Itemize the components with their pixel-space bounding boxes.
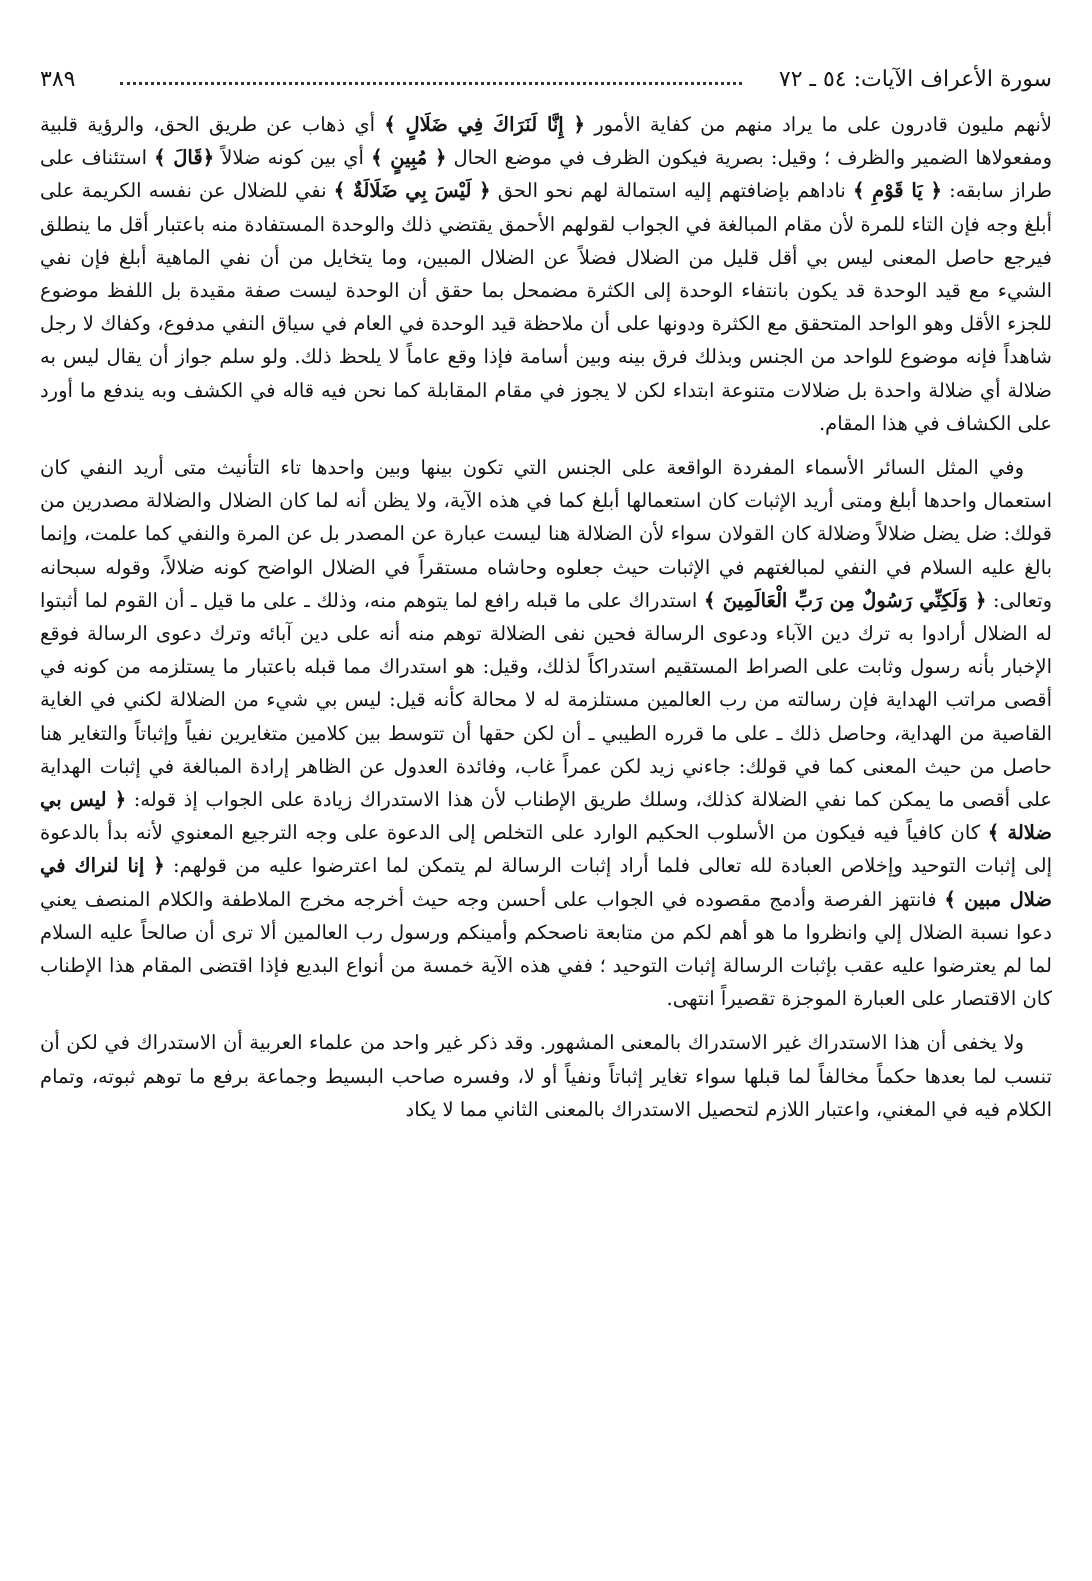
paragraph-gap [40, 1015, 1052, 1026]
paragraph-2 [40, 451, 1052, 1015]
text-run: كان كافياً فيه فيكون من الأسلوب الحكيم الوارد على التخلص إلى الدعوة على وجه الترجيع المعنوي لأنه بدأ بالدعوة إلى إثبات التوحيد وإخلاص العبادة لله تعالى فلما أراد إثبات الرسالة لم يتمكن لما اعترضوا عليه من قولهم: [40, 821, 1052, 878]
text-run: استدراك على ما قبله رافع لما يتوهم منه، وذلك ـ على ما قيل ـ أن القوم لما أثبتوا له الضلال أرادوا به ترك دين الآباء ودعوى الرسالة فحين نفى الضلالة توهم منه أنه على دين آبائه وترك دعوى الرسالة فوقع الإخبار بأنه رسول وثابت على الصراط المستقيم استدراكاً لذلك، وقيل: هو استدراك مما قبله باعتبار ما يستلزمه من كونه في أقصى مراتب الهداية فإن رسالته من رب العالمين مستلزمة له لا محالة كأنه قيل: ليس بي شيء من الضلالة لكني في الغاية القاصية من الهداية، وحاصل ذلك ـ على ما قرره الطيبي ـ أن لكن حقها أن تتوسط بين كلامين متغايرين نفياً وإثباتاً والتغاير هنا حاصل من حيث المعنى كما في قولك: جاءني زيد لكن عمراً غاب، وفائدة العدول عن الظاهر إرادة المبالغة في إثبات الهداية على أقصى ما يمكن كما نفي الضلالة كذلك، وسلك طريق الإطناب لأن هذا الاستدراك زيادة على الجواب إذ قوله: [40, 588, 1052, 812]
text-run: وفي المثل السائر الأسماء المفردة الواقعة على الجنس التي تكون بينها وبين واحدها تاء التأنيث متى أريد النفي كان استعمال واحدها أبلغ ومتى أريد الإثبات كان استعمالها أبلغ كما في هذه الآية، ولا يظن أنه لما كان الضلال والضلالة مصدرين من قولك: ضل يضل ضلالاً وضلالة كان القولان سواء لأن الضلالة هنا ليست عبارة عن المصدر بل عن المرة والنفي كما علمت، وإنما بالغ عليه السلام في النفي لمبالغتهم في الإثبات حيث جعلوه وحاشاه مستقراً في الضلال الواضح كونه ضلالاً، وقوله سبحانه وتعالى: [40, 456, 1053, 612]
quran-quote: ﴿قَالَ ﴾ [154, 146, 215, 170]
quran-quote: ﴿ يَا قَوْمِ ﴾ [852, 179, 942, 203]
body-text [40, 108, 1052, 1126]
quran-quote: ﴿ إِنَّا لَنَرَاكَ فِي ضَلَالٍ ﴾ [384, 113, 585, 136]
running-header [40, 60, 1052, 100]
quran-quote: ﴿ مُبِينٍ ﴾ [371, 146, 447, 170]
text-run: أي ذهاب عن طريق الحق، والرؤية قلبية ومفعولاها الضمير والظرف ؛ وقيل: بصرية فيكون الظرف في موضع الحال [40, 113, 1052, 170]
paragraph-3: ولا يخفى أن هذا الاستدراك غير الاستدراك بالمعنى المشهور. وقد ذكر غير واحد من علماء العربية أن الاستدراك في لكن أن تنسب لما بعدها حكماً مخالفاً لما قبلها سواء تغاير إثباتاً ونفياً أو لا، وفسره صاحب البسيط وجماعة برفع ما توهم ثبوته، وتمام الكلام فيه في المغني، واعتبار اللازم لتحصيل الاستدراك بالمعنى الثاني مما لا يكاد [40, 1031, 1052, 1121]
surah-title: سورة الأعراف الآيات: ٥٤ ـ ٧٢ [778, 67, 1052, 92]
text-run: نفي للضلال عن نفسه الكريمة على أبلغ وجه فإن التاء للمرة لأن مقام المبالغة في الجواب لقولهم الأحمق يقتضي ذلك والوحدة المستفادة منه باعتبار أقل ما ينطلق فيرجع حاصل المعنى ليس بي أقل قليل من الضلال فضلاً عن الضلال المبين، وما يتخايل من أن نفي الماهية أبلغ فإن نفي الشيء مع قيد الوحدة قد يكون بانتفاء الوحدة إلى الكثرة مضمحل بما حقق أن الوحدة ليست صفة مقيدة بل اللفظ موضوع للجزء الأقل وهو الواحد المتحقق مع الكثرة ودونها على أن ملاحظة قيد الوحدة في العام في سياق النفي مدفوع، وكفاك لا رجل شاهداً فإنه موضوع للواحد من الجنس وبذلك فرق بينه وبين أسامة فإذا وقع عاماً لا يلحظ ذلك. ولو سلم جواز أن يقال ليس به ضلالة أي ضلالة واحدة بل ضلالات متنوعة ابتداء لكن لا يجوز في مقام المقابلة كما نحن فيه قاله في الكشف وبه يندفع ما أورد على الكشاف في هذا المقام. [40, 179, 1052, 435]
paragraph-gap [40, 440, 1052, 451]
text-run: ناداهم بإضافتهم إليه استمالة لهم نحو الحق [490, 179, 853, 203]
quran-quote: ﴿ إنا لنراك في ضلال مبين ﴾ [40, 854, 1052, 911]
text-run: لأنهم مليون قادرون على ما يراد منهم من كفاية الأمور [584, 113, 1053, 136]
page-number: ٣٨٩ [40, 67, 76, 92]
text-run: استئناف على طراز سابقه: [40, 146, 1053, 203]
header-dot-leader [120, 82, 742, 85]
quran-quote: ﴿ ليس بي ضلالة ﴾ [40, 788, 1052, 845]
quran-quote: ﴿ وَلَكِنِّي رَسُولٌ مِن رَبِّ الْعَالَمِينَ ﴾ [704, 588, 987, 612]
text-run: أي بين كونه ضلالاً [214, 146, 372, 170]
book-page [40, 60, 1052, 1560]
text-run: فانتهز الفرصة وأدمج مقصوده في الجواب على أحسن وجه حيث أخرجه مخرج الملاطفة والكلام المنصف يعني دعوا نسبة الضلال إلي وانظروا ما هو أهم لكم من متابعة ناصحكم وأمينكم ورسول رب العالمين ألا ترى أن صالحاً عليه السلام لما لم يعترضوا عليه عقب بإثبات الرسالة إثبات التوحيد ؛ ففي هذه الآية خمسة من أنواع البديع فإذا اقتضى المقام هذا الإطناب كان الاقتصار على العبارة الموجزة تقصيراً انتهى. [40, 887, 1052, 1011]
paragraph-1 [40, 108, 1052, 440]
quran-quote: ﴿ لَيْسَ بِي ضَلَالَةٌ ﴾ [333, 179, 491, 203]
